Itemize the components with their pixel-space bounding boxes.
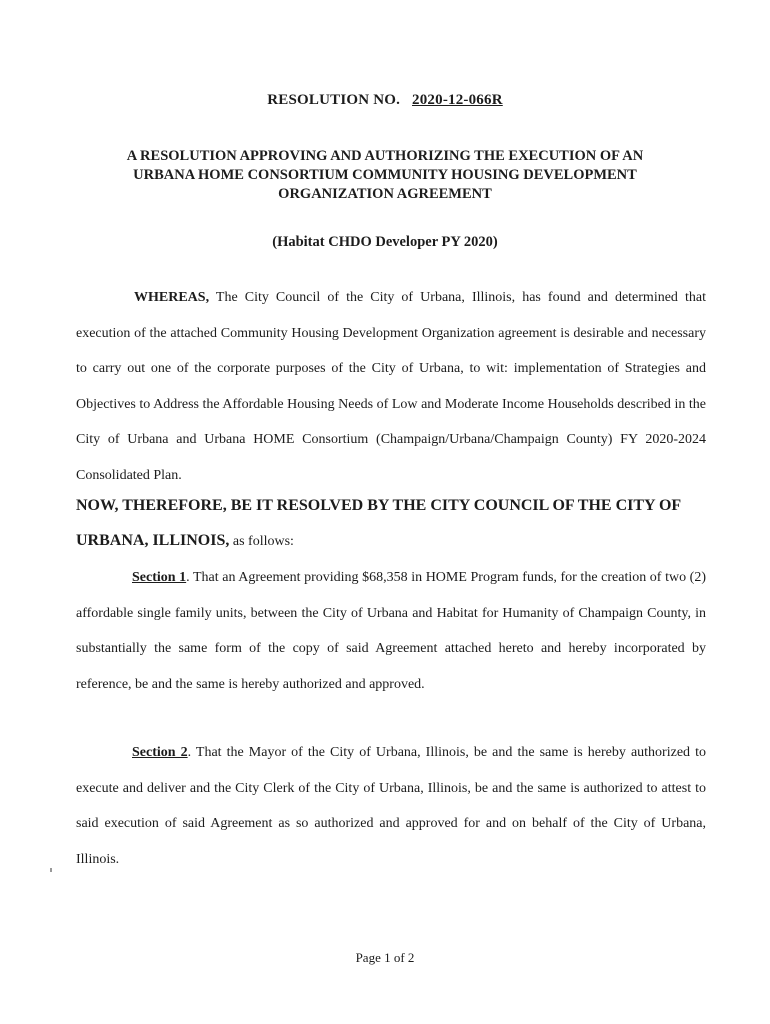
whereas-paragraph	[76, 280, 706, 494]
resolution-number: 2020-12-066R	[412, 92, 503, 108]
section-1-paragraph	[76, 560, 706, 702]
resolution-subtitle: (Habitat CHDO Developer PY 2020)	[272, 234, 498, 250]
resolved-paragraph	[76, 488, 706, 559]
resolution-title: A RESOLUTION APPROVING AND AUTHORIZING THE EXECUTION OF AN URBANA HOME CONSORTIUM COMMUNITY HOUSING DEVELOPMENT ORGANIZATION AGREEMENT	[126, 148, 644, 202]
scan-mark	[50, 868, 52, 872]
resolution-label: RESOLUTION NO.	[267, 92, 401, 108]
section-2-heading: Section 2	[132, 745, 188, 760]
resolved-tail: as follows:	[229, 534, 294, 549]
section-2-text: . That the Mayor of the City of Urbana, Illinois, be and the same is hereby authorized to execute and deliver and the City Clerk of the City of Urbana, Illinois, be and the same is authorized to attest to said execution of said Agreement as so authorized and approved for and on behalf of the City of Urbana, Illinois.	[76, 745, 706, 867]
section-1-heading: Section 1	[132, 570, 187, 585]
section-1-text: . That an Agreement providing $68,358 in HOME Program funds, for the creation of two (2) affordable single family units, between the City of Urbana and Habitat for Humanity of Champaign County, in substantially the same form of the copy of said Agreement attached hereto and hereby incorporated by reference, be and the same is hereby authorized and approved.	[76, 570, 706, 692]
section-2-paragraph	[76, 735, 706, 877]
whereas-lead: WHEREAS,	[134, 290, 210, 305]
resolved-lead: NOW, THEREFORE, BE IT RESOLVED BY THE CITY COUNCIL OF THE CITY OF URBANA, ILLINOIS,	[76, 497, 681, 549]
resolution-number-heading	[0, 92, 770, 109]
page-number: Page 1 of 2	[355, 950, 415, 965]
whereas-text: The City Council of the City of Urbana, Illinois, has found and determined that execution of the attached Community Housing Development Organization agreement is desirable and necessary to carry out one of the corporate purposes of the City of Urbana, to wit: implementation of Strategies and Objectives to Address the Affordable Housing Needs of Low and Moderate Income Households described in the City of Urbana and Urbana HOME Consortium (Champaign/Urbana/Champaign County) FY 2020-2024 Consolidated Plan.	[76, 290, 706, 483]
